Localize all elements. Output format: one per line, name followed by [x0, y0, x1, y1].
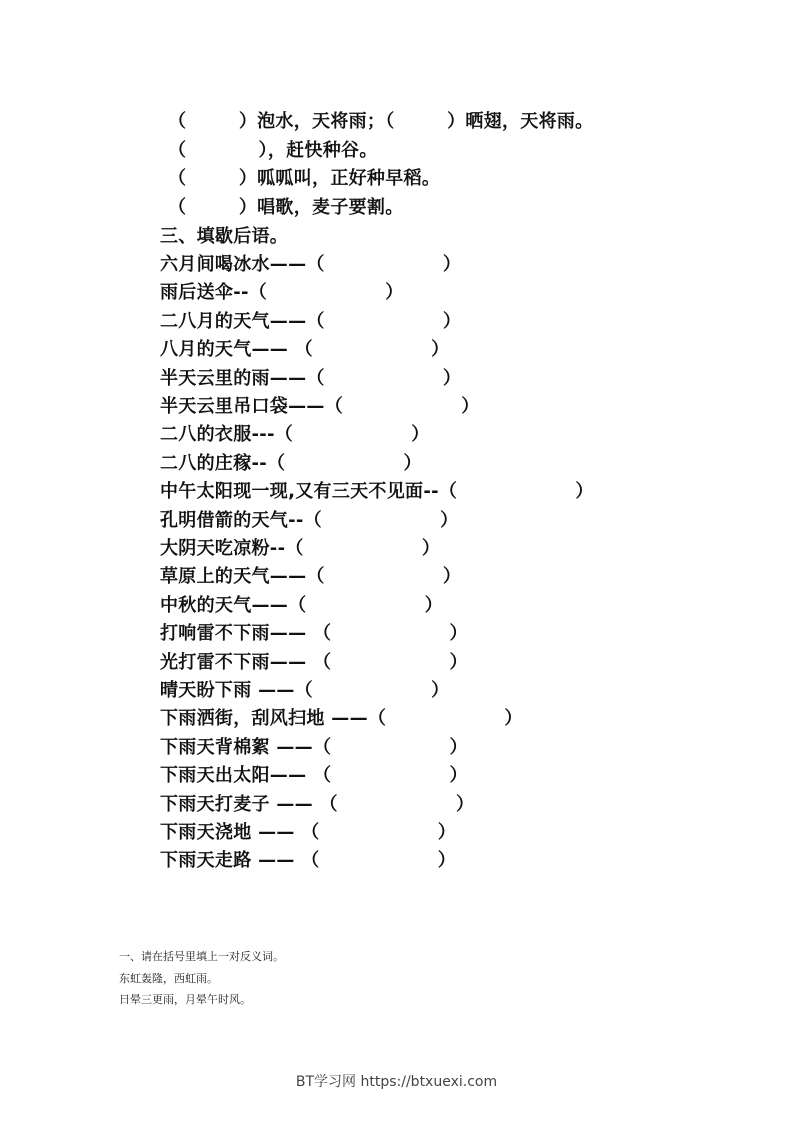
- xiehouyu-item: 二八月的天气——（ ）: [160, 310, 462, 332]
- xiehouyu-item: 二八的衣服---（ ）: [160, 424, 430, 446]
- note-line: 东虹轰隆，西虹雨。: [119, 971, 218, 985]
- section-heading: 三、填歇后语。: [160, 226, 289, 247]
- xiehouyu-item: 光打雷不下雨—— （ ）: [160, 651, 468, 673]
- note-line: 日晕三更雨，月晕午时风。: [119, 993, 251, 1006]
- xiehouyu-item: 下雨天浇地 —— （ ）: [160, 822, 457, 843]
- xiehouyu-item: 草原上的天气——（ ）: [160, 566, 462, 588]
- xiehouyu-item: 六月间喝冰水——（ ）: [160, 254, 462, 275]
- xiehouyu-item: 下雨洒街，刮风扫地 ——（ ）: [160, 708, 523, 730]
- footer-watermark: BT学习网 https://btxuexi.com: [295, 1074, 498, 1090]
- xiehouyu-item: 晴天盼下雨 ——（ ）: [160, 680, 450, 701]
- xiehouyu-item: 打响雷不下雨—— （ ）: [160, 623, 468, 645]
- xiehouyu-item: 孔明借箭的天气--（ ）: [160, 509, 459, 531]
- proverb-blank-line: （ ）呱呱叫，正好种早稻。: [168, 168, 441, 189]
- xiehouyu-item: 二八的庄稼--（ ）: [160, 452, 422, 474]
- note-line: 一、请在括号里填上一对反义词。: [119, 950, 284, 963]
- proverb-blank-line: （ ）唱歌，麦子要割。: [168, 196, 404, 218]
- xiehouyu-item: 下雨天打麦子 —— （ ）: [160, 793, 475, 815]
- xiehouyu-item: 下雨天出太阳—— （ ）: [160, 765, 468, 787]
- xiehouyu-item: 雨后送伞--（ ）: [160, 282, 404, 304]
- xiehouyu-item: 半天云里吊口袋——（ ）: [160, 396, 480, 417]
- proverb-blank-line: （ ），赶快种谷。: [168, 139, 378, 161]
- xiehouyu-item: 半天云里的雨——（ ）: [160, 367, 462, 389]
- xiehouyu-item: 下雨天走路 —— （ ）: [160, 850, 457, 872]
- xiehouyu-item: 大阴天吃凉粉--（ ）: [160, 538, 441, 559]
- xiehouyu-item: 八月的天气—— （ ）: [160, 339, 450, 361]
- proverb-blank-line: （ ）泡水，天将雨；（ ）晒翅，天将雨。: [168, 111, 594, 132]
- xiehouyu-item: 下雨天背棉絮 ——（ ）: [160, 736, 468, 758]
- xiehouyu-item: 中秋的天气——（ ）: [160, 594, 443, 616]
- xiehouyu-item: 中午太阳现一现,又有三天不见面--（ ）: [160, 481, 594, 503]
